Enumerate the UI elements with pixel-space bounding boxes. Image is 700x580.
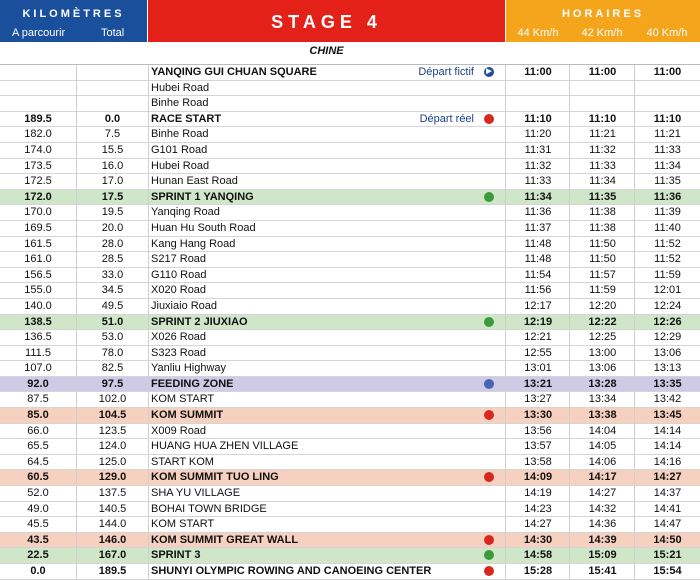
- time-40: 12:24: [653, 299, 682, 312]
- km-total: [77, 81, 148, 96]
- location-name: Binhe Road: [151, 128, 209, 141]
- time-42: 14:27: [588, 487, 617, 500]
- time-40: 13:42: [653, 393, 682, 406]
- time-44: [506, 81, 570, 96]
- table-row: [0, 174, 700, 190]
- km-total: 167.0: [98, 549, 127, 562]
- table-row: [0, 346, 700, 362]
- table-row: [0, 112, 700, 128]
- time-42: 13:28: [588, 377, 617, 390]
- km-remaining: 172.0: [24, 190, 52, 203]
- km-total: 19.5: [101, 206, 124, 219]
- km-total: 97.5: [101, 377, 124, 390]
- km-remaining: 64.5: [27, 455, 49, 468]
- time-44: 11:20: [524, 128, 552, 141]
- time-42: 13:06: [588, 362, 617, 375]
- table-row: [0, 470, 700, 486]
- time-44: 14:58: [523, 549, 553, 562]
- location-name: Binhe Road: [151, 97, 209, 110]
- time-44: 12:55: [524, 346, 552, 359]
- time-42: 11:34: [589, 175, 616, 188]
- km-total: 78.0: [101, 346, 124, 359]
- time-44: 11:36: [524, 206, 552, 219]
- location-name: KOM START: [151, 393, 215, 406]
- table-row: [0, 424, 700, 440]
- time-44: 11:32: [524, 159, 552, 172]
- time-40: [635, 96, 700, 111]
- time-44: 14:19: [524, 487, 552, 500]
- km-remaining: 169.5: [24, 221, 52, 234]
- time-42: 12:25: [588, 331, 617, 344]
- time-44: 11:54: [524, 268, 552, 281]
- table-row: [0, 517, 700, 533]
- time-40: 15:54: [653, 565, 682, 577]
- stage-header: [148, 0, 505, 42]
- table-row: [0, 159, 700, 175]
- km-remaining: 52.0: [27, 487, 49, 500]
- sprint-icon: [484, 192, 494, 202]
- time-40: 14:47: [653, 518, 682, 531]
- table-row: [0, 533, 700, 549]
- time-44: 11:48: [524, 253, 552, 266]
- time-44: [506, 96, 570, 111]
- finish-icon: [484, 566, 494, 576]
- location-name: SPRINT 2 JIUXIAO: [151, 315, 248, 328]
- table-row: [0, 221, 700, 237]
- km-total: 53.0: [101, 331, 124, 344]
- sprint-icon: [484, 317, 494, 327]
- time-40: 13:35: [653, 377, 682, 390]
- time-42: 15:09: [588, 549, 617, 562]
- time-44: 11:48: [524, 237, 552, 250]
- time-42: 14:39: [588, 533, 617, 546]
- time-44: 15:28: [523, 565, 553, 577]
- km-remaining: 156.5: [24, 268, 52, 281]
- location-name: X020 Road: [151, 284, 207, 297]
- time-40: 11:35: [654, 175, 681, 188]
- table-row: [0, 408, 700, 424]
- time-44: 14:09: [523, 471, 553, 484]
- location-name: X009 Road: [151, 424, 207, 437]
- location-name: YANQING GUI CHUAN SQUARE: [151, 66, 317, 78]
- speed-44-label: 44 Km/h: [517, 27, 559, 39]
- km-total: 137.5: [98, 487, 127, 500]
- km-remaining: [0, 96, 76, 111]
- table-row: [0, 439, 700, 455]
- km-remaining: 45.5: [27, 518, 49, 531]
- time-44: 14:30: [523, 533, 553, 546]
- km-remaining: 107.0: [24, 362, 52, 375]
- feeding-icon: [484, 379, 494, 389]
- location-name: G101 Road: [151, 143, 208, 156]
- location-name: Hubei Road: [151, 159, 210, 172]
- time-42: 11:50: [589, 253, 616, 266]
- location-name: Jiuxiaio Road: [151, 299, 218, 312]
- km-total: 28.0: [101, 237, 124, 250]
- time-40: 11:00: [653, 66, 682, 78]
- km-total: 124.0: [98, 440, 127, 453]
- time-44: 12:19: [523, 315, 553, 328]
- play-icon: ▶: [484, 67, 494, 77]
- time-42: 11:38: [589, 206, 616, 219]
- time-44: 13:57: [524, 440, 552, 453]
- time-40: 11:34: [654, 159, 681, 172]
- km-remaining: 140.0: [24, 299, 52, 312]
- km-total: 20.0: [101, 221, 124, 234]
- km-total: 123.5: [98, 424, 127, 437]
- table-row: [0, 65, 700, 81]
- km-total: 146.0: [98, 533, 127, 546]
- km-total: [77, 96, 148, 111]
- col-total-label: Total: [101, 27, 125, 39]
- km-total: 144.0: [98, 518, 127, 531]
- table-row: [0, 564, 700, 580]
- time-42: 14:05: [588, 440, 617, 453]
- sprint-icon: [484, 550, 494, 560]
- km-total: 51.0: [101, 315, 124, 328]
- km-total: 129.0: [98, 471, 127, 484]
- header: [0, 0, 700, 42]
- km-remaining: 189.5: [24, 112, 52, 125]
- time-42: 11:57: [589, 268, 616, 281]
- location-name: FEEDING ZONE: [151, 377, 234, 390]
- km-header: [0, 0, 147, 42]
- table-row: [0, 299, 700, 315]
- km-remaining: 60.5: [27, 471, 49, 484]
- table-row: [0, 361, 700, 377]
- speed-42-label: 42 Km/h: [581, 27, 623, 39]
- start-note: Départ fictif: [418, 66, 474, 78]
- location-name: SPRINT 3: [151, 549, 201, 562]
- km-total: 82.5: [101, 362, 124, 375]
- time-40: 14:14: [653, 440, 682, 453]
- times-header: [506, 0, 700, 42]
- km-remaining: 155.0: [24, 284, 52, 297]
- km-remaining: [0, 65, 76, 80]
- time-44: 11:10: [524, 112, 552, 125]
- time-42: 12:22: [588, 315, 617, 328]
- start-note: Départ réel: [419, 112, 474, 125]
- table-row: [0, 455, 700, 471]
- flag-icon: [484, 114, 494, 124]
- location-name: Yanliu Highway: [151, 362, 227, 375]
- km-remaining: 136.5: [24, 331, 52, 344]
- location-name: Hunan East Road: [151, 175, 238, 188]
- km-remaining: 161.0: [24, 253, 52, 266]
- time-44: 11:37: [524, 221, 552, 234]
- location-name: START KOM: [151, 455, 214, 468]
- time-42: 11:35: [588, 190, 617, 203]
- time-42: 13:00: [588, 346, 617, 359]
- time-42: 11:38: [589, 221, 616, 234]
- table-row: [0, 127, 700, 143]
- table-row: [0, 377, 700, 393]
- table-row: [0, 96, 700, 112]
- location-name: G110 Road: [151, 268, 207, 281]
- km-remaining: 172.5: [24, 175, 52, 188]
- time-44: 13:21: [523, 377, 553, 390]
- table-row: [0, 392, 700, 408]
- time-40: 14:37: [653, 487, 682, 500]
- km-total: 28.5: [101, 253, 124, 266]
- kom-icon: [484, 472, 494, 482]
- kom-icon: [484, 535, 494, 545]
- time-40: 11:21: [654, 128, 681, 141]
- col-remaining-label: A parcourir: [12, 27, 66, 39]
- km-remaining: 138.5: [24, 315, 52, 328]
- time-44: 12:21: [524, 331, 552, 344]
- table-row: [0, 330, 700, 346]
- km-total: 125.0: [98, 455, 127, 468]
- time-40: [635, 81, 700, 96]
- table-row: [0, 143, 700, 159]
- time-42: 13:38: [588, 409, 617, 422]
- km-total: 102.0: [98, 393, 127, 406]
- time-40: 15:21: [653, 549, 682, 562]
- km-remaining: 87.5: [27, 393, 49, 406]
- time-40: 14:14: [653, 424, 682, 437]
- km-total: 7.5: [104, 128, 121, 141]
- time-44: 14:23: [524, 502, 552, 515]
- time-40: 11:52: [654, 253, 681, 266]
- location-name: Yanqing Road: [151, 206, 220, 219]
- time-44: 11:31: [524, 143, 552, 156]
- table-row: [0, 205, 700, 221]
- time-40: 11:33: [654, 143, 681, 156]
- km-remaining: 0.0: [30, 565, 46, 577]
- time-40: 12:26: [653, 315, 682, 328]
- time-40: 14:16: [653, 455, 682, 468]
- time-44: 11:00: [524, 66, 552, 78]
- time-44: 13:56: [524, 424, 552, 437]
- km-total: 34.5: [101, 284, 124, 297]
- table-row: [0, 252, 700, 268]
- time-40: 14:41: [653, 502, 682, 515]
- location-name: S323 Road: [151, 346, 207, 359]
- km-total: 140.5: [98, 502, 127, 515]
- time-42: [570, 96, 635, 111]
- km-remaining: 66.0: [27, 424, 49, 437]
- time-40: 11:59: [654, 268, 681, 281]
- location-name: KOM SUMMIT GREAT WALL: [151, 533, 299, 546]
- time-42: [570, 81, 635, 96]
- location-name: BOHAI TOWN BRIDGE: [151, 502, 267, 515]
- time-40: 11:40: [654, 221, 681, 234]
- km-remaining: 170.0: [24, 206, 52, 219]
- stage-title: STAGE 4: [271, 12, 382, 32]
- time-40: 11:10: [653, 112, 682, 125]
- location-name: SHUNYI OLYMPIC ROWING AND CANOEING CENTER: [151, 565, 432, 577]
- km-total: 17.5: [101, 190, 124, 203]
- time-40: 13:45: [653, 409, 682, 422]
- time-40: 11:39: [654, 206, 681, 219]
- location-name: RACE START: [151, 112, 222, 125]
- location-name: Huan Hu South Road: [151, 221, 256, 234]
- table-row: [0, 237, 700, 253]
- time-42: 14:06: [588, 455, 617, 468]
- time-42: 15:41: [588, 565, 617, 577]
- time-42: 11:10: [588, 112, 617, 125]
- time-44: 13:30: [523, 409, 553, 422]
- location-name: KOM SUMMIT TUO LING: [151, 471, 279, 484]
- table-row: [0, 502, 700, 518]
- table-row: [0, 283, 700, 299]
- km-remaining: 43.5: [27, 533, 49, 546]
- speed-40-label: 40 Km/h: [646, 27, 688, 39]
- km-total: 104.5: [98, 409, 127, 422]
- location-name: SPRINT 1 YANQING: [151, 190, 254, 203]
- location-name: SHA YU VILLAGE: [151, 487, 241, 500]
- km-remaining: 65.5: [27, 440, 49, 453]
- location-name: Kang Hang Road: [151, 237, 236, 250]
- km-total: [77, 65, 148, 80]
- time-42: 11:21: [589, 128, 616, 141]
- time-40: 14:27: [653, 471, 682, 484]
- location-name: KOM START: [151, 518, 215, 531]
- time-44: 11:34: [524, 190, 552, 203]
- table-row: [0, 315, 700, 331]
- km-remaining: [0, 81, 76, 96]
- time-40: 13:06: [653, 346, 682, 359]
- km-remaining: 111.5: [25, 346, 51, 359]
- time-40: 13:13: [653, 362, 682, 375]
- time-42: 14:04: [588, 424, 617, 437]
- km-remaining: 161.5: [24, 237, 52, 250]
- time-44: 13:27: [524, 393, 552, 406]
- time-44: 13:01: [524, 362, 552, 375]
- time-40: 14:50: [653, 533, 682, 546]
- kom-icon: [484, 410, 494, 420]
- km-remaining: 85.0: [27, 409, 49, 422]
- time-44: 11:33: [524, 175, 552, 188]
- km-total: 15.5: [101, 143, 124, 156]
- times-title: HORAIRES: [561, 8, 645, 20]
- km-total: 0.0: [104, 112, 121, 125]
- time-42: 11:00: [588, 66, 617, 78]
- country-label: CHINE: [309, 45, 344, 57]
- time-42: 14:32: [588, 502, 617, 515]
- table-row: [0, 486, 700, 502]
- km-remaining: 173.5: [24, 159, 52, 172]
- location-name: S217 Road: [151, 253, 207, 266]
- table-row: [0, 190, 700, 206]
- km-remaining: 182.0: [24, 128, 52, 141]
- time-40: 12:01: [653, 284, 682, 297]
- time-42: 14:36: [588, 518, 617, 531]
- km-remaining: 49.0: [27, 502, 49, 515]
- table-row: [0, 268, 700, 284]
- km-total: 16.0: [101, 159, 124, 172]
- time-42: 11:50: [589, 237, 616, 250]
- time-42: 11:33: [589, 159, 616, 172]
- time-42: 14:17: [588, 471, 617, 484]
- time-40: 11:52: [654, 237, 681, 250]
- km-total: 49.5: [101, 299, 124, 312]
- km-total: 33.0: [101, 268, 124, 281]
- km-remaining: 174.0: [24, 143, 52, 156]
- location-name: HUANG HUA ZHEN VILLAGE: [151, 440, 299, 453]
- timetable-rows: [0, 64, 700, 580]
- time-42: 11:59: [589, 284, 616, 297]
- time-44: 12:17: [524, 299, 552, 312]
- location-name: X026 Road: [151, 331, 207, 344]
- time-42: 11:32: [589, 143, 616, 156]
- time-40: 12:29: [653, 331, 682, 344]
- time-44: 13:58: [524, 455, 552, 468]
- km-total: 189.5: [98, 565, 127, 577]
- table-row: [0, 548, 700, 564]
- km-remaining: 22.5: [27, 549, 49, 562]
- time-44: 14:27: [524, 518, 552, 531]
- time-44: 11:56: [524, 284, 552, 297]
- km-remaining: 92.0: [27, 377, 49, 390]
- table-row: [0, 81, 700, 97]
- km-total: 17.0: [101, 175, 124, 188]
- time-42: 13:34: [588, 393, 617, 406]
- time-40: 11:36: [653, 190, 682, 203]
- time-42: 12:20: [588, 299, 617, 312]
- location-name: KOM SUMMIT: [151, 409, 224, 422]
- km-title: KILOMÈTRES: [22, 8, 125, 20]
- location-name: Hubei Road: [151, 81, 210, 94]
